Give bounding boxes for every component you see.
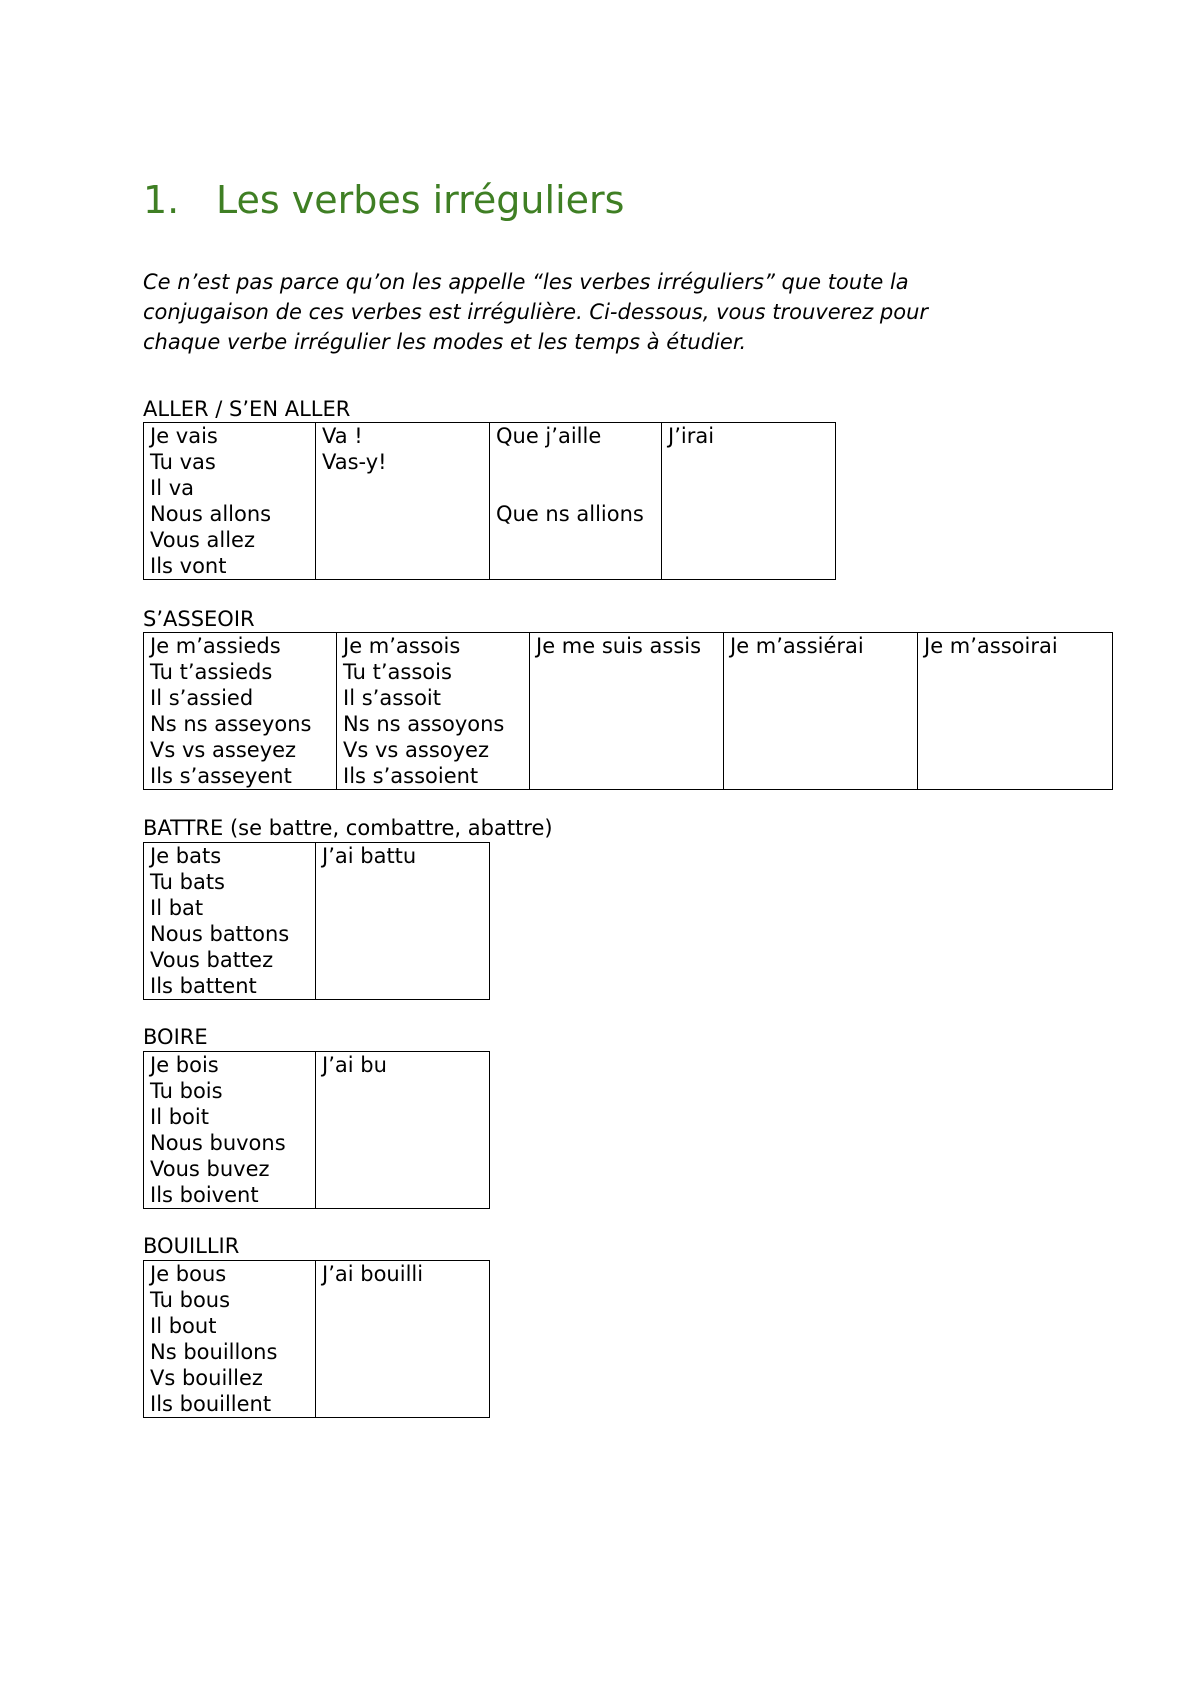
table-cell-passe-compose: J’ai bu	[316, 1052, 490, 1209]
table-cell-imperative: Va ! Vas-y!	[316, 423, 490, 580]
conjugation-table-boire	[143, 1051, 490, 1209]
table-row	[144, 423, 836, 580]
section-title-text: Les verbes irréguliers	[216, 178, 625, 222]
table-cell-present-a: Je m’assieds Tu t’assieds Il s’assied Ns ns asseyons Vs vs asseyez Ils s’asseyent	[144, 633, 337, 790]
table-cell-passe-compose: J’ai bouilli	[316, 1261, 490, 1418]
conjugation-table-battre	[143, 842, 490, 1000]
conjugation-table-aller	[143, 422, 836, 580]
table-cell-present: Je bats Tu bats Il bat Nous battons Vous battez Ils battent	[144, 843, 316, 1000]
conjugation-table-bouillir	[143, 1260, 490, 1418]
table-row	[144, 843, 490, 1000]
table-cell-future-b: Je m’assoirai	[918, 633, 1113, 790]
table-cell-present: Je bois Tu bois Il boit Nous buvons Vous buvez Ils boivent	[144, 1052, 316, 1209]
table-cell-passe-compose: Je me suis assis	[530, 633, 724, 790]
table-row	[144, 1052, 490, 1209]
table-cell-present-b: Je m’assois Tu t’assois Il s’assoit Ns ns assoyons Vs vs assoyez Ils s’assoient	[337, 633, 530, 790]
verb-label-battre: BATTRE (se battre, combattre, abattre)	[143, 816, 553, 840]
table-cell-subjunctive: Que j’aille Que ns allions	[490, 423, 662, 580]
verb-label-bouillir: BOUILLIR	[143, 1234, 240, 1258]
table-cell-present: Je bous Tu bous Il bout Ns bouillons Vs bouillez Ils bouillent	[144, 1261, 316, 1418]
table-cell-passe-compose: J’ai battu	[316, 843, 490, 1000]
verb-label-aller: ALLER / S’EN ALLER	[143, 397, 351, 421]
section-number: 1.	[143, 178, 180, 222]
conjugation-table-sasseoir	[143, 632, 1113, 790]
verb-label-boire: BOIRE	[143, 1025, 208, 1049]
table-cell-future-a: Je m’assiérai	[724, 633, 918, 790]
page-title	[143, 176, 624, 224]
verb-label-sasseoir: S’ASSEOIR	[143, 607, 255, 631]
table-row	[144, 1261, 490, 1418]
table-cell-present: Je vais Tu vas Il va Nous allons Vous allez Ils vont	[144, 423, 316, 580]
table-row	[144, 633, 1113, 790]
table-cell-future: J’irai	[662, 423, 836, 580]
intro-paragraph: Ce n’est pas parce qu’on les appelle “les verbes irréguliers” que toute la conjugaison de ces verbes est irrégulière. Ci-dessous, vous trouverez pour chaque verbe irrégulier les modes et les temps à étudier.	[143, 270, 929, 354]
